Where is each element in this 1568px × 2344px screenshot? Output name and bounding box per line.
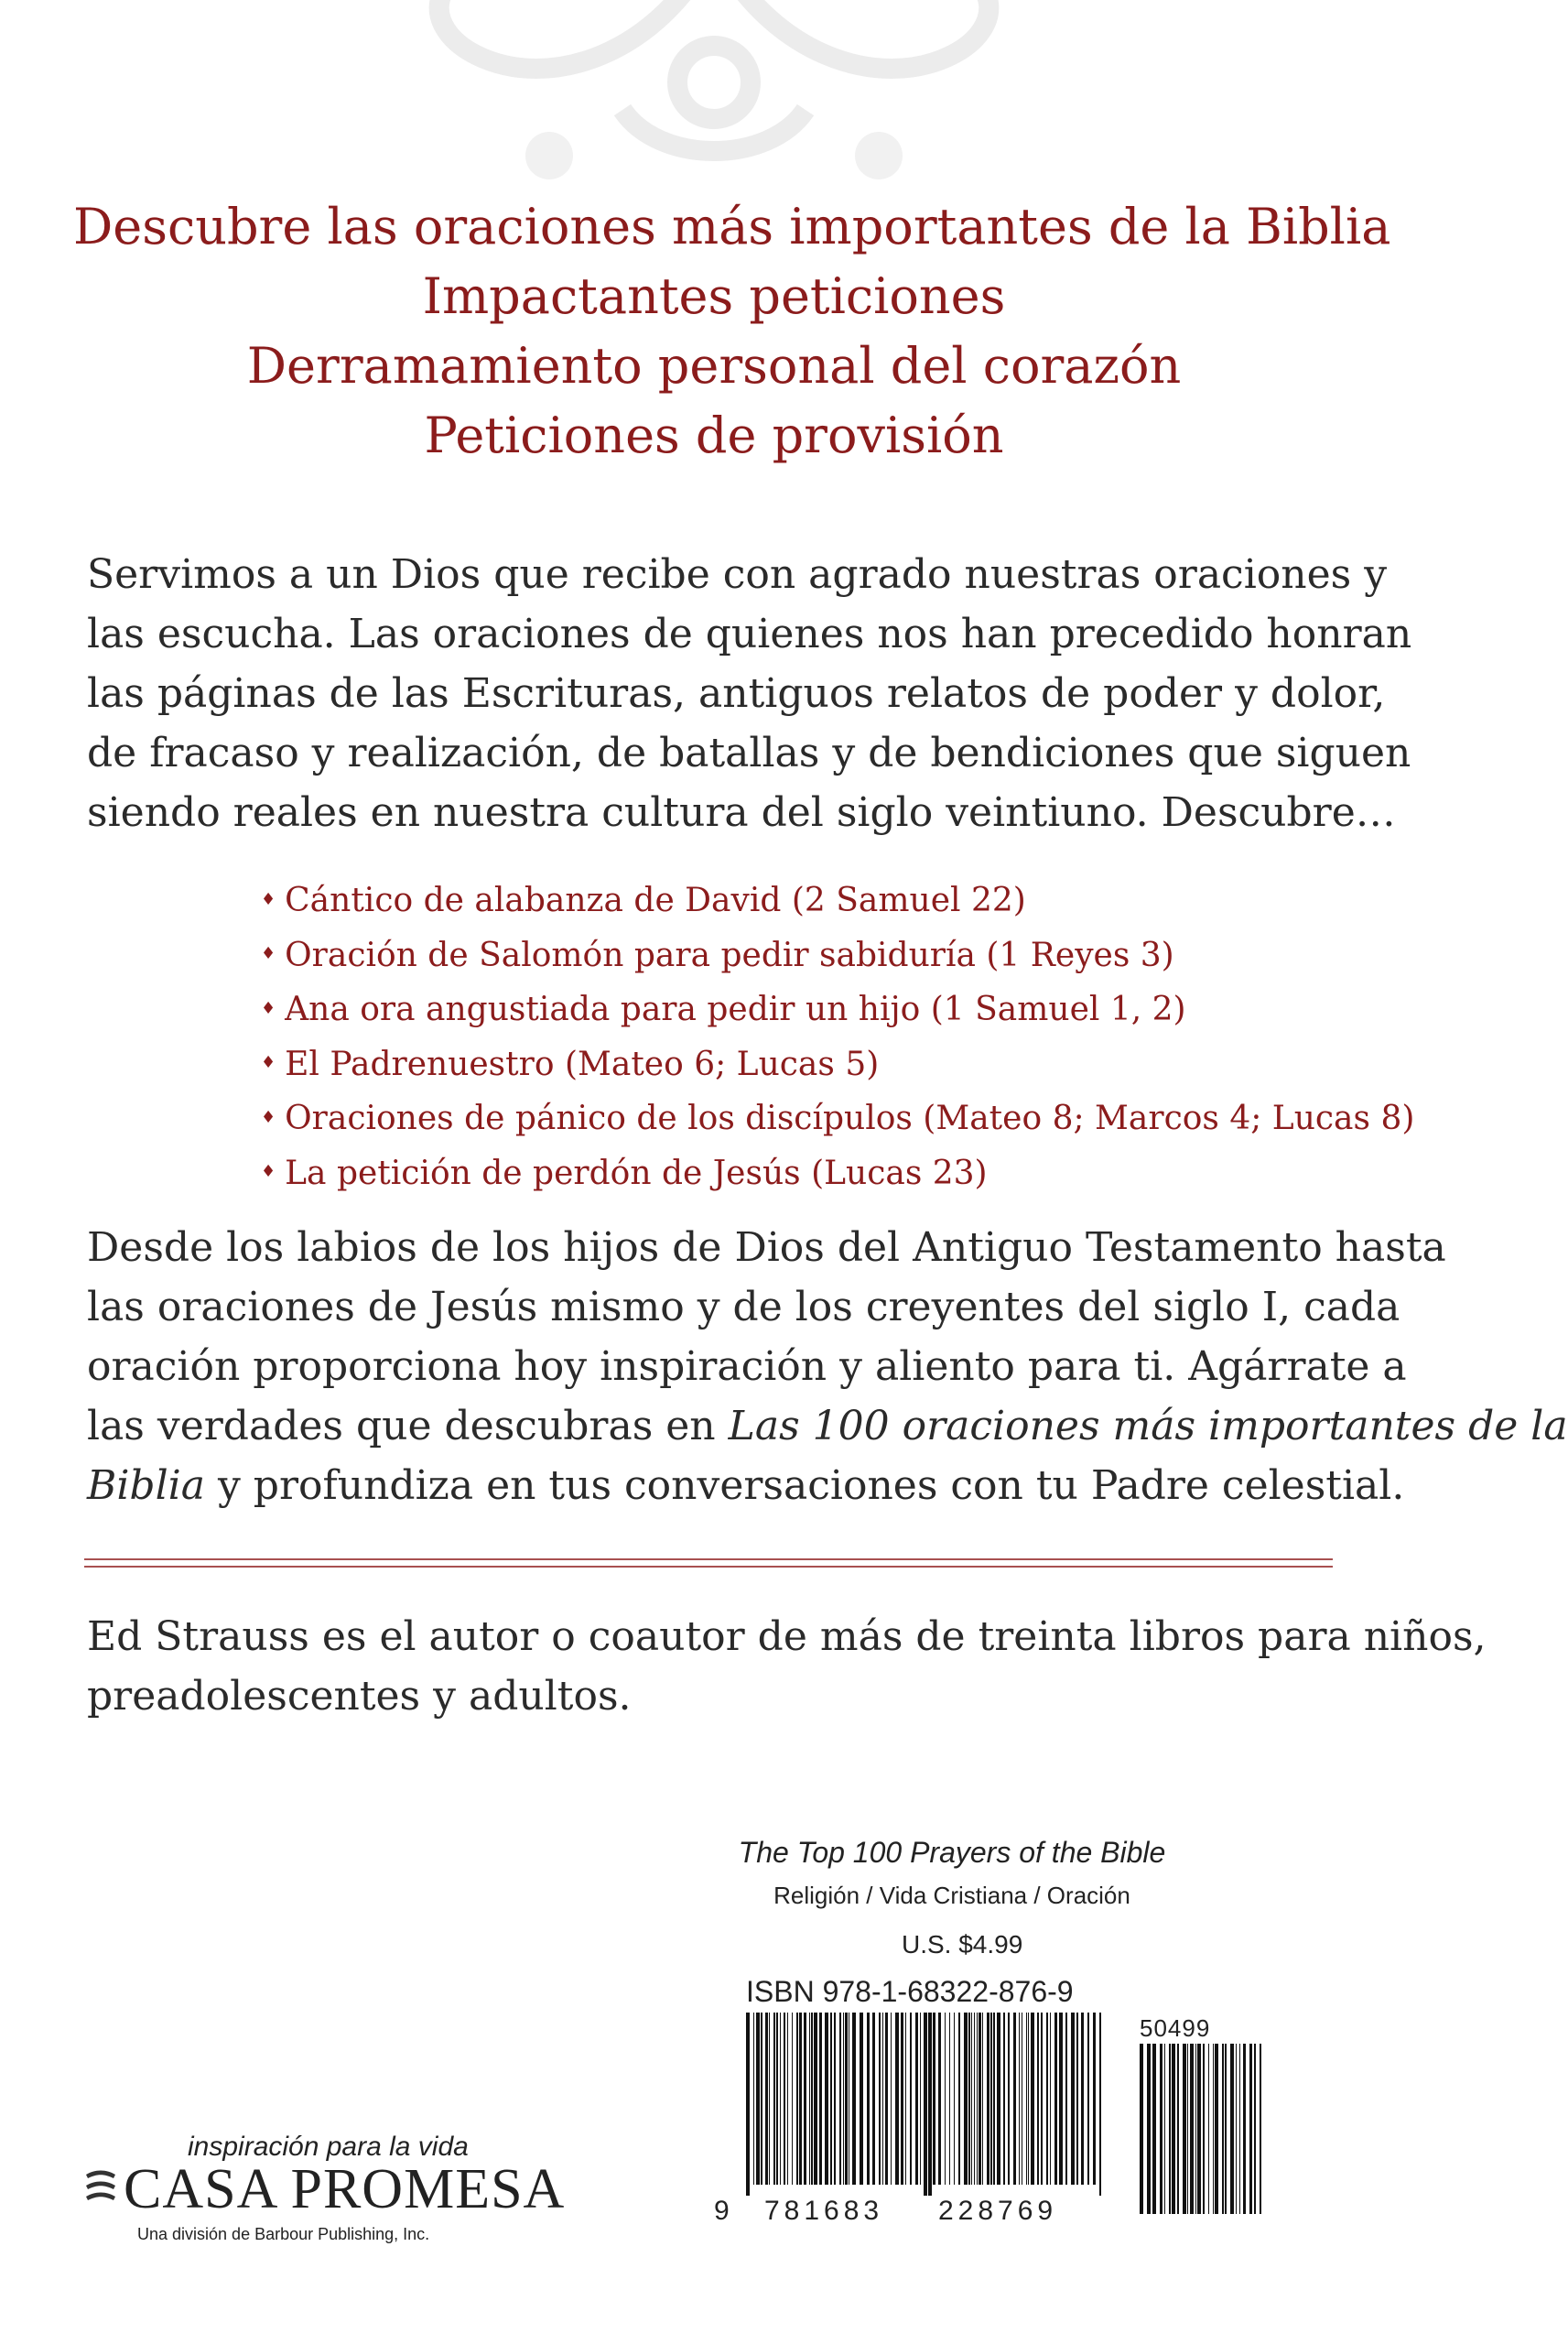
barcode-bar	[1065, 2013, 1067, 2185]
diamond-bullet-icon: ♦	[261, 998, 276, 1018]
category-label: Religión / Vida Cristiana / Oración	[773, 1882, 1130, 1909]
barcode-bar	[885, 2013, 888, 2185]
list-item	[261, 1038, 1414, 1093]
barcode-bar	[1197, 2044, 1201, 2214]
intro-line: Servimos a un Dios que recibe con agrado nuestras oraciones y	[87, 551, 1388, 598]
barcode-bar	[1213, 2044, 1214, 2214]
barcode-bar	[1050, 2013, 1051, 2185]
barcode-bar	[915, 2013, 918, 2185]
barcode-bar	[1008, 2013, 1010, 2185]
barcode-bar	[949, 2013, 950, 2185]
intro-line: las escucha. Las oraciones de quienes nos han precedido honran	[87, 611, 1412, 657]
barcode-bar	[804, 2013, 806, 2185]
barcode-bar	[997, 2013, 1000, 2185]
barcode-bar	[852, 2013, 856, 2185]
double-divider	[84, 1558, 1333, 1568]
list-item-text: Oraciones de pánico de los discípulos (Mateo 8; Marcos 4; Lucas 8)	[285, 1100, 1415, 1137]
intro-line: de fracaso y realización, de batallas y de bendiciones que siguen	[87, 730, 1411, 776]
publisher-tagline: inspiración para la vida	[188, 2132, 469, 2162]
headline-line: Peticiones de provisión	[424, 407, 1004, 464]
list-item-text: Oración de Salomón para pedir sabiduría (1 Reyes 3)	[285, 936, 1174, 974]
barcode-bar	[1152, 2044, 1156, 2214]
list-item	[261, 874, 1414, 929]
headline-line: Descubre las oraciones más importantes de la Biblia	[73, 198, 1391, 255]
barcode-bar	[1099, 2013, 1101, 2196]
barcode-bar	[796, 2013, 798, 2185]
barcode-bar	[920, 2013, 921, 2185]
closing-text: las verdades que descubras en	[87, 1403, 729, 1449]
barcode-bar	[819, 2013, 822, 2185]
barcode-bar	[1243, 2044, 1246, 2214]
barcode-bar	[746, 2013, 750, 2196]
barcode-bar	[891, 2013, 892, 2185]
barcode-bar	[1059, 2013, 1063, 2185]
list-item	[261, 929, 1414, 984]
barcode-bar	[1041, 2013, 1043, 2185]
intro-paragraph	[87, 545, 1412, 842]
barcode-bar	[814, 2013, 817, 2185]
barcode-bar	[945, 2013, 946, 2185]
barcode-bar	[895, 2013, 899, 2185]
barcode-bar	[958, 2013, 960, 2185]
barcode-bar	[968, 2013, 970, 2185]
author-bio	[87, 1607, 1487, 1726]
barcode-digit-prefix: 9	[714, 2196, 730, 2226]
barcode-bar	[1183, 2044, 1186, 2214]
barcode-bar	[924, 2013, 927, 2196]
barcode-bar	[1187, 2044, 1188, 2214]
barcode-bar	[987, 2013, 989, 2185]
headline-line: Impactantes peticiones	[422, 267, 1006, 325]
decorative-ornament	[275, 0, 1153, 220]
barcode-bar	[834, 2013, 836, 2185]
barcode-bar	[1208, 2044, 1209, 2214]
barcode-bar	[974, 2013, 975, 2185]
book-title-italic: Las 100 oraciones más importantes de la	[728, 1403, 1568, 1449]
barcode-bar	[1071, 2013, 1075, 2185]
author-line: preadolescentes y adultos.	[87, 1673, 632, 1720]
barcode-bar	[753, 2013, 754, 2185]
author-line: Ed Strauss es el autor o coautor de más de treinta libros para niños,	[87, 1613, 1487, 1660]
barcode-bar	[845, 2013, 848, 2185]
barcode-bar	[860, 2013, 863, 2185]
barcode-bar	[982, 2013, 983, 2185]
barcode-bar	[954, 2013, 955, 2185]
barcode-bar	[843, 2013, 844, 2185]
closing-paragraph	[87, 1218, 1568, 1515]
barcode-bar	[867, 2013, 870, 2185]
publisher-division: Una división de Barbour Publishing, Inc.	[137, 2225, 430, 2243]
barcode-bar	[905, 2013, 906, 2185]
barcode-bar	[971, 2013, 972, 2185]
barcode-bar	[1013, 2013, 1016, 2185]
original-title: The Top 100 Prayers of the Bible	[738, 1836, 1166, 1869]
barcode-bar	[756, 2013, 760, 2185]
intro-line: las páginas de las Escrituras, antiguos relatos de poder y dolor,	[87, 670, 1386, 717]
barcode-bar	[1203, 2044, 1205, 2214]
barcode-bar	[830, 2013, 832, 2185]
barcode-bar	[964, 2013, 968, 2185]
barcode-bar	[872, 2013, 875, 2185]
barcode-bar	[769, 2013, 770, 2185]
barcode-bar	[1225, 2044, 1227, 2214]
barcode-bar	[1147, 2044, 1151, 2214]
barcode-bar	[933, 2013, 935, 2185]
diamond-bullet-icon: ♦	[261, 1053, 276, 1072]
barcode-bar	[1239, 2044, 1240, 2214]
divider-line	[84, 1558, 1333, 1560]
barcode-bar	[1254, 2044, 1256, 2214]
closing-text: y profundiza en tus conversaciones con tu Padre celestial.	[204, 1462, 1405, 1509]
barcode-bar	[1140, 2044, 1143, 2214]
barcode-bar	[1164, 2044, 1165, 2214]
closing-line: Desde los labios de los hijos de Dios del Antiguo Testamento hasta	[87, 1224, 1446, 1271]
barcode-bar	[1215, 2044, 1218, 2214]
price-label: U.S. $4.99	[902, 1930, 1023, 1959]
barcode-bar	[792, 2013, 793, 2185]
list-item	[261, 983, 1414, 1038]
barcode-bar	[1081, 2013, 1084, 2185]
closing-line: las oraciones de Jesús mismo y de los creyentes del siglo I, cada	[87, 1284, 1400, 1330]
barcode-bar	[928, 2013, 932, 2196]
barcode-bar	[1249, 2044, 1252, 2214]
barcode-bar	[1190, 2044, 1194, 2214]
diamond-bullet-icon: ♦	[261, 1162, 276, 1181]
diamond-bullet-icon: ♦	[261, 1107, 276, 1127]
barcode-bar	[1236, 2044, 1237, 2214]
intro-line: siendo reales en nuestra cultura del siglo veintiuno. Descubre…	[87, 789, 1396, 836]
barcode-bar	[773, 2013, 775, 2185]
barcode-bar	[1054, 2013, 1057, 2185]
prayer-list	[261, 874, 1414, 1201]
barcode-bar	[1177, 2044, 1179, 2214]
book-title-italic: Biblia	[87, 1462, 205, 1509]
barcode-bar	[990, 2013, 992, 2185]
barcode-bar	[825, 2013, 828, 2185]
barcode-bar	[1019, 2013, 1020, 2185]
list-item-text: Ana ora angustiada para pedir un hijo (1 Samuel 1, 2)	[285, 991, 1186, 1028]
barcode-bar	[882, 2013, 883, 2185]
barcode-bar	[1026, 2013, 1027, 2185]
barcode-bar	[809, 2013, 810, 2185]
divider-line	[84, 1566, 1333, 1568]
barcode-bar	[1028, 2013, 1029, 2185]
list-item-text: El Padrenuestro (Mateo 6; Lucas 5)	[285, 1045, 880, 1083]
barcode-bar	[879, 2013, 881, 2185]
barcode-bar	[761, 2013, 762, 2185]
barcode-bar	[784, 2013, 785, 2185]
barcode-bar	[993, 2013, 995, 2185]
barcode-bar	[1046, 2013, 1048, 2185]
barcode-bar	[1031, 2013, 1034, 2185]
barcode-bar	[780, 2013, 781, 2185]
addon-code: 50499	[1140, 2014, 1211, 2042]
barcode-digit-group: 781683	[764, 2196, 884, 2226]
closing-line	[87, 1396, 1568, 1456]
barcode-bar	[1160, 2044, 1162, 2214]
barcode-bar	[901, 2013, 903, 2185]
diamond-bullet-icon: ♦	[261, 944, 276, 963]
barcode-bar	[979, 2013, 981, 2185]
barcode-bar	[811, 2013, 813, 2185]
barcode-bar	[1260, 2044, 1261, 2214]
barcode-bar	[839, 2013, 841, 2185]
barcode-bar	[938, 2013, 941, 2185]
barcode-bar	[1169, 2044, 1171, 2214]
closing-line: oración proporciona hoy inspiración y aliento para ti. Agárrate a	[87, 1343, 1407, 1390]
barcode-bar	[1172, 2044, 1175, 2214]
closing-line	[87, 1456, 1405, 1515]
barcode-bar	[776, 2013, 778, 2185]
barcode-bar	[787, 2013, 788, 2185]
barcode-bar	[1037, 2013, 1039, 2185]
barcode-bar	[910, 2013, 912, 2185]
barcode-bar	[1222, 2044, 1224, 2214]
barcode-bar	[765, 2013, 768, 2185]
headline-line: Derramamiento personal del corazón	[246, 337, 1182, 395]
barcode-bar	[1076, 2013, 1078, 2185]
barcode-bar	[1230, 2044, 1234, 2214]
headline-block	[73, 192, 1391, 471]
list-item-text: La petición de perdón de Jesús (Lucas 23)	[285, 1154, 988, 1192]
diamond-bullet-icon: ♦	[261, 889, 276, 909]
publisher-name: CASA PROMESA	[124, 2158, 566, 2220]
barcode-bar	[799, 2013, 802, 2185]
barcode-bar	[1195, 2044, 1196, 2214]
list-item	[261, 1092, 1414, 1147]
isbn-label: ISBN 978-1-68322-876-9	[746, 1975, 1074, 2008]
barcode-bar	[1087, 2013, 1089, 2185]
barcode-bar	[1003, 2013, 1005, 2185]
isbn-barcode	[746, 2013, 1105, 2196]
barcode-bar	[977, 2013, 978, 2185]
barcode-digit-group: 228769	[938, 2196, 1058, 2226]
publisher-logo-icon	[82, 2165, 119, 2206]
barcode-bar	[1093, 2013, 1096, 2185]
list-item	[261, 1147, 1414, 1202]
price-barcode	[1140, 2044, 1263, 2225]
list-item-text: Cántico de alabanza de David (2 Samuel 22)	[285, 882, 1026, 919]
